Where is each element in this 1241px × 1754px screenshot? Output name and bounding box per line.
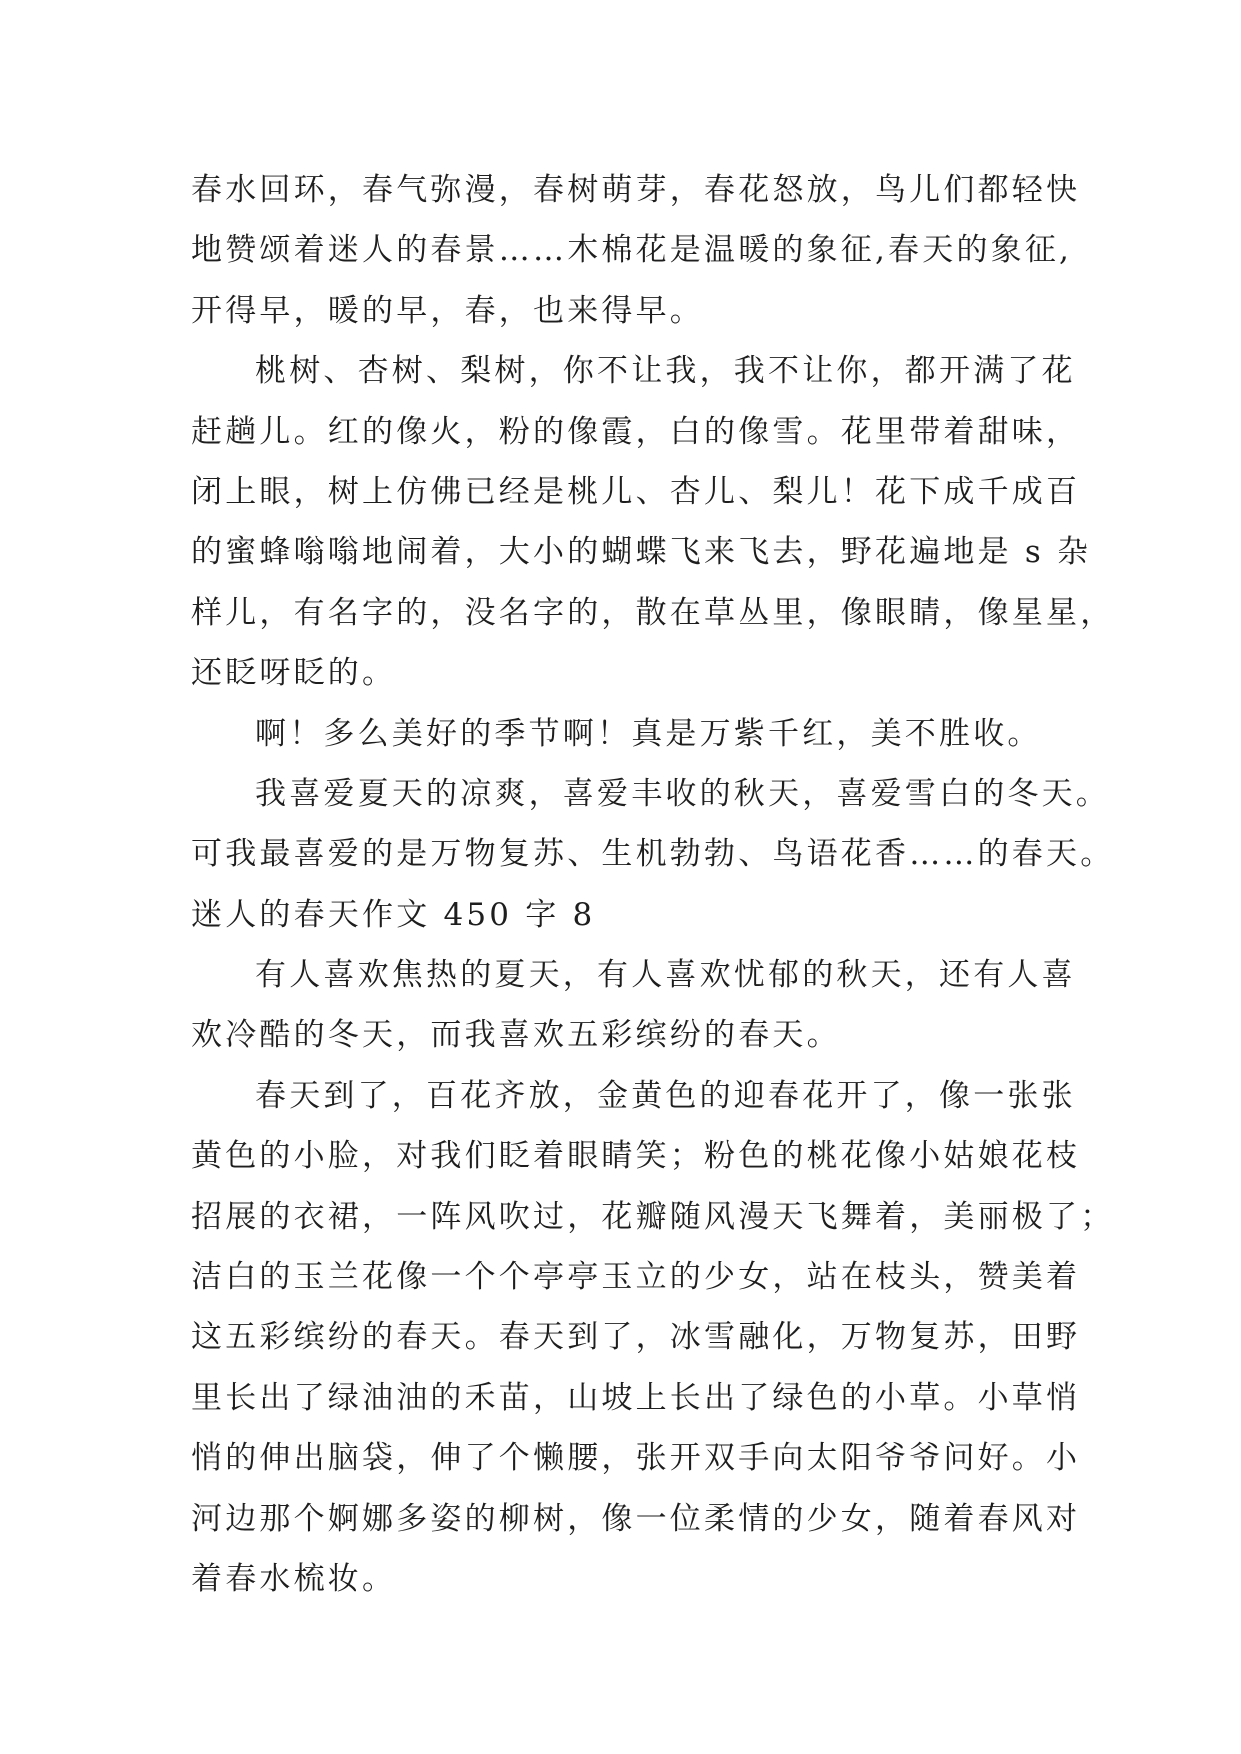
text-line: 招展的衣裙，一阵风吹过，花瓣随风漫天飞舞着，美丽极了； — [191, 1198, 1115, 1235]
text-line: 河边那个婀娜多姿的柳树，像一位柔情的少女，随着春风对 — [191, 1500, 1081, 1537]
text-line: 可我最喜爱的是万物复苏、生机勃勃、鸟语花香……的春天。 — [191, 836, 1115, 873]
text-line: 样儿，有名字的，没名字的，散在草丛里，像眼睛，像星星， — [191, 594, 1115, 631]
paragraph-first-line: 有人喜欢焦热的夏天，有人喜欢忧郁的秋天，还有人喜 — [255, 957, 1076, 994]
text-line: 黄色的小脸，对我们眨着眼睛笑；粉色的桃花像小姑娘花枝 — [191, 1138, 1081, 1175]
paragraph-first-line: 我喜爱夏天的凉爽，喜爱丰收的秋天，喜爱雪白的冬天。 — [255, 775, 1110, 812]
text-line: 欢冷酷的冬天，而我喜欢五彩缤纷的春天。 — [191, 1017, 841, 1054]
text-line: 赶趟儿。红的像火，粉的像霞，白的像雪。花里带着甜味， — [191, 413, 1081, 450]
text-line: 还眨呀眨的。 — [191, 655, 397, 692]
text-line: 悄的伸出脑袋，伸了个懒腰，张开双手向太阳爷爷问好。小 — [191, 1440, 1081, 1477]
text-line: 春水回环，春气弥漫，春树萌芽，春花怒放，鸟儿们都轻快 — [191, 172, 1081, 208]
text-line: 开得早，暖的早，春，也来得早。 — [191, 292, 704, 329]
text-line: 里长出了绿油油的禾苗，山坡上长出了绿色的小草。小草悄 — [191, 1379, 1081, 1416]
text-line: 这五彩缤纷的春天。春天到了，冰雪融化，万物复苏，田野 — [191, 1319, 1081, 1356]
text-line: 的蜜蜂嗡嗡地闹着，大小的蝴蝶飞来飞去，野花遍地是 s 杂 — [191, 534, 1092, 571]
text-line: 着春水梳妆。 — [191, 1560, 397, 1597]
section-heading: 迷人的春天作文 450 字 8 — [191, 896, 596, 933]
text-line: 闭上眼，树上仿佛已经是桃儿、杏儿、梨儿！花下成千成百 — [191, 473, 1081, 510]
text-line: 洁白的玉兰花像一个个亭亭玉立的少女，站在枝头，赞美着 — [191, 1259, 1081, 1296]
paragraph-first-line: 啊！多么美好的季节啊！真是万紫千红，美不胜收。 — [255, 715, 1042, 752]
text-line: 地赞颂着迷人的春景……木棉花是温暖的象征,春天的象征, — [191, 232, 1073, 269]
paragraph-first-line: 春天到了，百花齐放，金黄色的迎春花开了，像一张张 — [255, 1077, 1076, 1114]
paragraph-first-line: 桃树、杏树、梨树，你不让我，我不让你，都开满了花 — [255, 353, 1076, 390]
document-body — [191, 160, 1115, 1609]
